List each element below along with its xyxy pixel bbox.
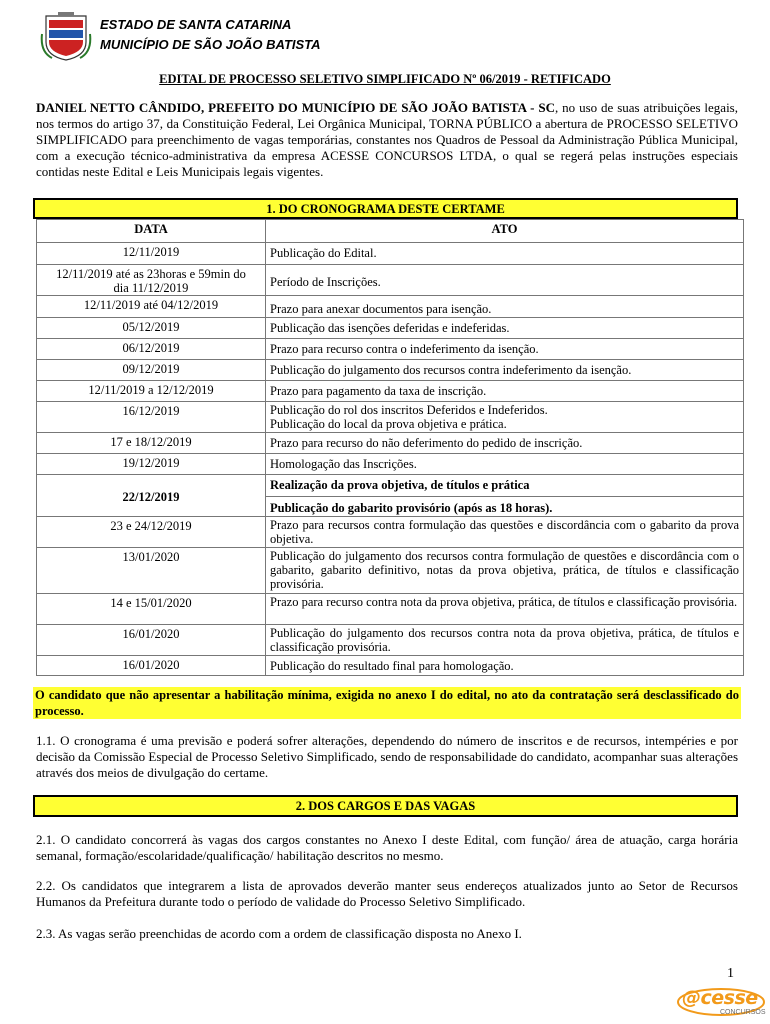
row-act: Prazo para anexar documentos para isenção. xyxy=(266,296,744,318)
row-act: Prazo para recurso do não deferimento do pedido de inscrição. xyxy=(266,433,744,454)
row-act-line: Realização da prova objetiva, de títulos e prática xyxy=(266,475,743,497)
row-act: Publicação das isenções deferidas e indeferidas. xyxy=(266,318,744,339)
table-row xyxy=(37,517,744,548)
schedule-table xyxy=(36,219,744,676)
row-act: Publicação do julgamento dos recursos contra formulação de questões e discordância com o gabarito, gabarito definitivo, notas da prova objetiva, prática, de títulos e classificação provisória. xyxy=(266,548,744,594)
table-row xyxy=(37,594,744,625)
row-act-line: Publicação do local da prova objetiva e prática. xyxy=(270,417,507,431)
table-row xyxy=(37,454,744,475)
row-act-line: Publicação do gabarito provisório (após as 18 horas). xyxy=(270,501,553,515)
row-date: 16/12/2019 xyxy=(37,402,266,433)
row-date: 12/11/2019 a 12/12/2019 xyxy=(37,381,266,402)
table-row xyxy=(37,402,744,433)
row-date: 12/11/2019 até 04/12/2019 xyxy=(37,296,266,318)
section-2-title: 2. DOS CARGOS E DAS VAGAS xyxy=(33,795,738,817)
header-state: ESTADO DE SANTA CATARINA xyxy=(100,17,292,32)
section-1-title: 1. DO CRONOGRAMA DESTE CERTAME xyxy=(33,198,738,219)
paragraph-2-1: 2.1. O candidato concorrerá às vagas dos cargos constantes no Anexo I deste Edital, com função/ área de atuação, carga horária semanal, formação/escolaridade/qualificação/ habilitação descritos no mesmo. xyxy=(36,832,738,863)
warning-note: O candidato que não apresentar a habilitação mínima, exigida no anexo I do edital, no ato da contratação será desclassificado do processo. xyxy=(35,688,739,718)
table-row xyxy=(37,656,744,676)
row-date: 09/12/2019 xyxy=(37,360,266,381)
row-act: Prazo para recurso contra o indeferimento da isenção. xyxy=(266,339,744,360)
table-row xyxy=(37,548,744,594)
intro-paragraph xyxy=(36,100,738,180)
table-row xyxy=(37,339,744,360)
page-number: 1 xyxy=(727,966,734,981)
row-date: 12/11/2019 até as 23horas e 59min do dia 11/12/2019 xyxy=(37,265,266,296)
table-row xyxy=(37,318,744,339)
table-row xyxy=(37,475,744,517)
row-act xyxy=(266,402,744,433)
row-act-line: Publicação do rol dos inscritos Deferidos e Indeferidos. xyxy=(270,403,548,417)
row-act xyxy=(266,265,744,296)
row-act xyxy=(266,475,744,517)
row-act: Publicação do julgamento dos recursos contra indeferimento da isenção. xyxy=(266,360,744,381)
row-act: Publicação do Edital. xyxy=(266,243,744,265)
row-date: 12/11/2019 xyxy=(37,243,266,265)
row-act: Publicação do julgamento dos recursos contra nota da prova objetiva, prática, de títulos e classificação provisória. xyxy=(266,625,744,656)
acesse-logo-icon xyxy=(676,987,766,1019)
table-row xyxy=(37,381,744,402)
row-date: 17 e 18/12/2019 xyxy=(37,433,266,454)
intro-text: , no uso de suas atribuições legais, nos termos do artigo 37, da Constituição Federal, Lei Orgânica Municipal, TORNA PÚBLICO a abertura de PROCESSO SELETIVO SIMPLIFICADO para preenchimento de vagas temporárias, constantes nos Quadros de Pessoal da Administração Pública Municipal, com a execução técnico-administrativa da empresa ACESSE CONCURSOS LTDA, o qual se regerá pelas instruções especiais contidas neste Edital e Leis Municipais legais vigentes. xyxy=(36,100,738,179)
row-date: 13/01/2020 xyxy=(37,548,266,594)
paragraph-2-2: 2.2. Os candidatos que integrarem a lista de aprovados deverão manter seus endereços atualizados junto ao Setor de Recursos Humanos da Prefeitura durante todo o período de validade do Processo Seletivo Simplificado. xyxy=(36,878,738,909)
row-date: 16/01/2020 xyxy=(37,625,266,656)
row-act: Prazo para recurso contra nota da prova objetiva, prática, de títulos e classificação provisória. xyxy=(266,594,744,625)
logo-subtext: CONCURSOS xyxy=(720,1009,766,1016)
row-date: 16/01/2020 xyxy=(37,656,266,676)
row-act: Prazo para pagamento da taxa de inscrição. xyxy=(266,381,744,402)
row-act-text: Período de Inscrições. xyxy=(270,274,381,289)
row-date: 22/12/2019 xyxy=(37,475,266,517)
row-act: Homologação das Inscrições. xyxy=(266,454,744,475)
logo-text: @cesse xyxy=(682,987,758,1009)
table-header-row xyxy=(37,220,744,243)
paragraph-2-3: 2.3. As vagas serão preenchidas de acordo com a ordem de classificação disposta no Anexo I. xyxy=(36,926,522,941)
row-date: 19/12/2019 xyxy=(37,454,266,475)
row-date: 05/12/2019 xyxy=(37,318,266,339)
table-row xyxy=(37,433,744,454)
municipal-crest-icon xyxy=(40,12,92,62)
column-header-date: DATA xyxy=(37,220,266,243)
column-header-act: ATO xyxy=(266,220,744,243)
row-date: 23 e 24/12/2019 xyxy=(37,517,266,548)
intro-bold-lead: DANIEL NETTO CÂNDIDO, PREFEITO DO MUNICÍPIO DE SÃO JOÃO BATISTA - SC xyxy=(36,100,556,115)
document-title: EDITAL DE PROCESSO SELETIVO SIMPLIFICADO Nº 06/2019 - RETIFICADO xyxy=(159,72,611,86)
table-row xyxy=(37,360,744,381)
table-row xyxy=(37,625,744,656)
row-act: Publicação do resultado final para homologação. xyxy=(266,656,744,676)
paragraph-1-1: 1.1. O cronograma é uma previsão e poderá sofrer alterações, dependendo do número de inscritos e de recursos, intempéries e por decisão da Comissão Especial de Processo Seletivo Simplificado, sendo de responsabilidade do candidato, acompanhar suas alterações através dos meios de divulgação do certame. xyxy=(36,733,738,780)
header-city: MUNICÍPIO DE SÃO JOÃO BATISTA xyxy=(100,37,321,52)
row-date: 14 e 15/01/2020 xyxy=(37,594,266,625)
table-row xyxy=(37,243,744,265)
table-row xyxy=(37,265,744,296)
table-row xyxy=(37,296,744,318)
row-act: Prazo para recursos contra formulação das questões e discordância com o gabarito da prova objetiva. xyxy=(266,517,744,548)
row-date: 06/12/2019 xyxy=(37,339,266,360)
